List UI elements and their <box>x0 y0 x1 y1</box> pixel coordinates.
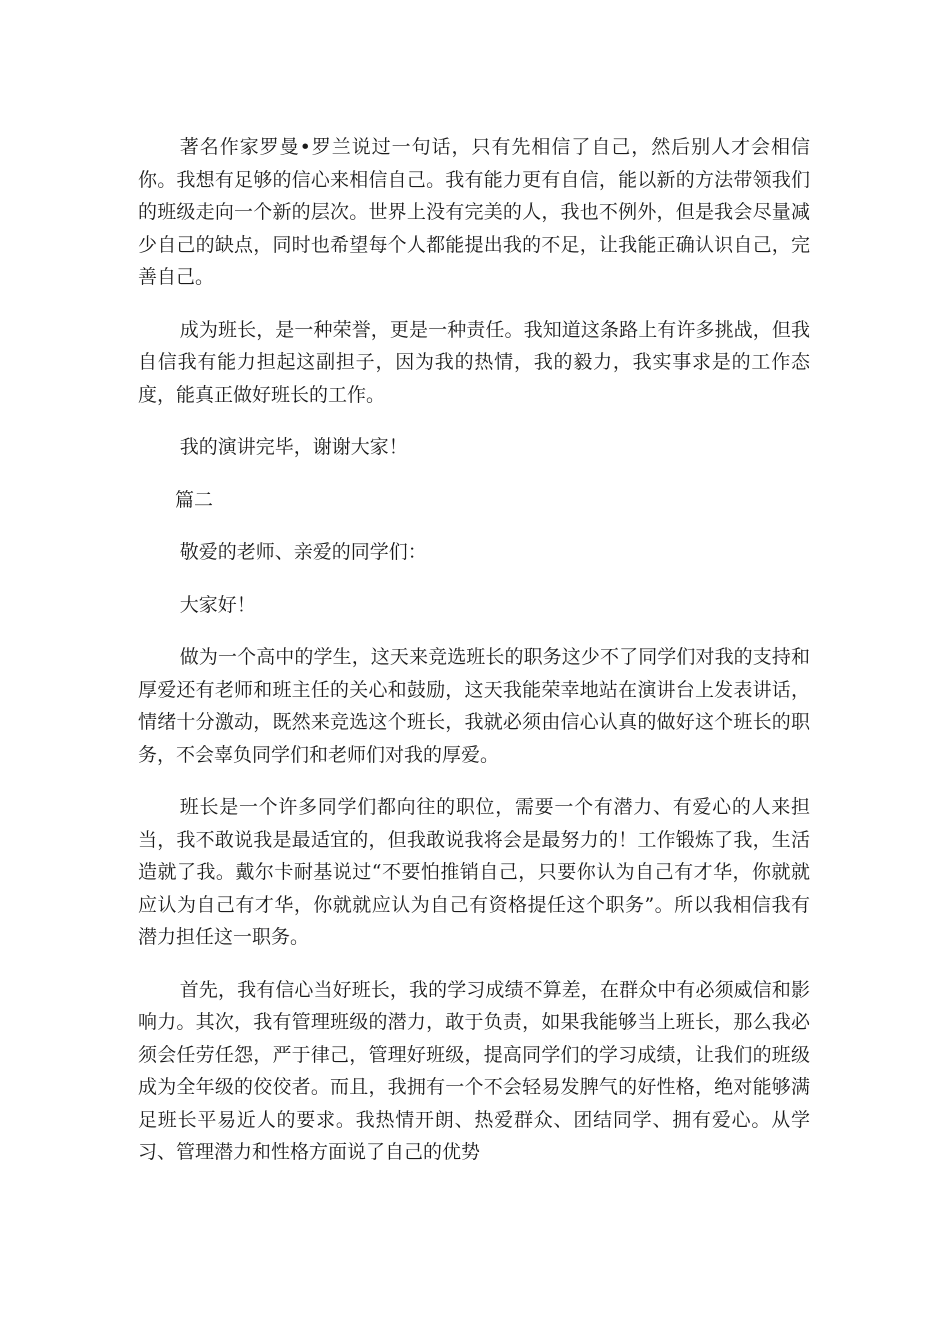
paragraph-strengths: 首先，我有信心当好班长，我的学习成绩不算差，在群众中有必须威信和影响力。其次，我有管理班级的潜力，敢于负责，如果我能够当上班长，那么我必须会任劳任怨，严于律己，管理好班级，提高同学们的学习成绩，让我们的班级成为全年级的佼佼者。而且，我拥有一个不会轻易发脾气的好性格，绝对能够满足班长平易近人的要求。我热情开朗、热爱群众、团结同学、拥有爱心。从学习、管理潜力和性格方面说了自己的优势 <box>138 978 810 1163</box>
document-body <box>138 131 810 1189</box>
paragraph-romain-rolland-quote: 著名作家罗曼•罗兰说过一句话，只有先相信了自己，然后别人才会相信你。我想有足够的信心来相信自己。我有能力更有自信，能以新的方法带领我们的班级走向一个新的层次。世界上没有完美的人，我也不例外，但是我会尽量减少自己的缺点，同时也希望每个人都能提出我的不足，让我能正确认识自己，完善自己。 <box>138 136 810 288</box>
section-heading-part-two: 篇二 <box>175 488 214 511</box>
paragraph-introduction: 做为一个高中的学生，这天来竞选班长的职务这少不了同学们对我的支持和厚爱还有老师和班主任的关心和鼓励，这天我能荣幸地站在演讲台上发表讲话，情绪十分激动，既然来竞选这个班长，我就必须由信心认真的做好这个班长的职务，不会辜负同学们和老师们对我的厚爱。 <box>138 646 810 766</box>
paragraph-honor-and-responsibility: 成为班长，是一种荣誉，更是一种责任。我知道这条路上有许多挑战，但我自信我有能力担起这副担子，因为我的热情，我的毅力，我实事求是的工作态度，能真正做好班长的工作。 <box>138 318 810 406</box>
paragraph-carnegie-quote: 班长是一个许多同学们都向往的职位，需要一个有潜力、有爱心的人来担当，我不敢说我是最适宜的，但我敢说我将会是最努力的！工作锻炼了我，生活造就了我。戴尔卡耐基说过“不要怕推销自己，只要你认为自己有才华，你就就应认为自己有才华，你就就应认为自己有资格提任这个职务”。所以我相信我有潜力担任这一职务。 <box>138 796 810 948</box>
paragraph-salutation: 敬爱的老师、亲爱的同学们： <box>179 541 427 563</box>
paragraph-closing-thanks: 我的演讲完毕，谢谢大家！ <box>179 436 408 458</box>
paragraph-greeting: 大家好！ <box>179 593 256 616</box>
